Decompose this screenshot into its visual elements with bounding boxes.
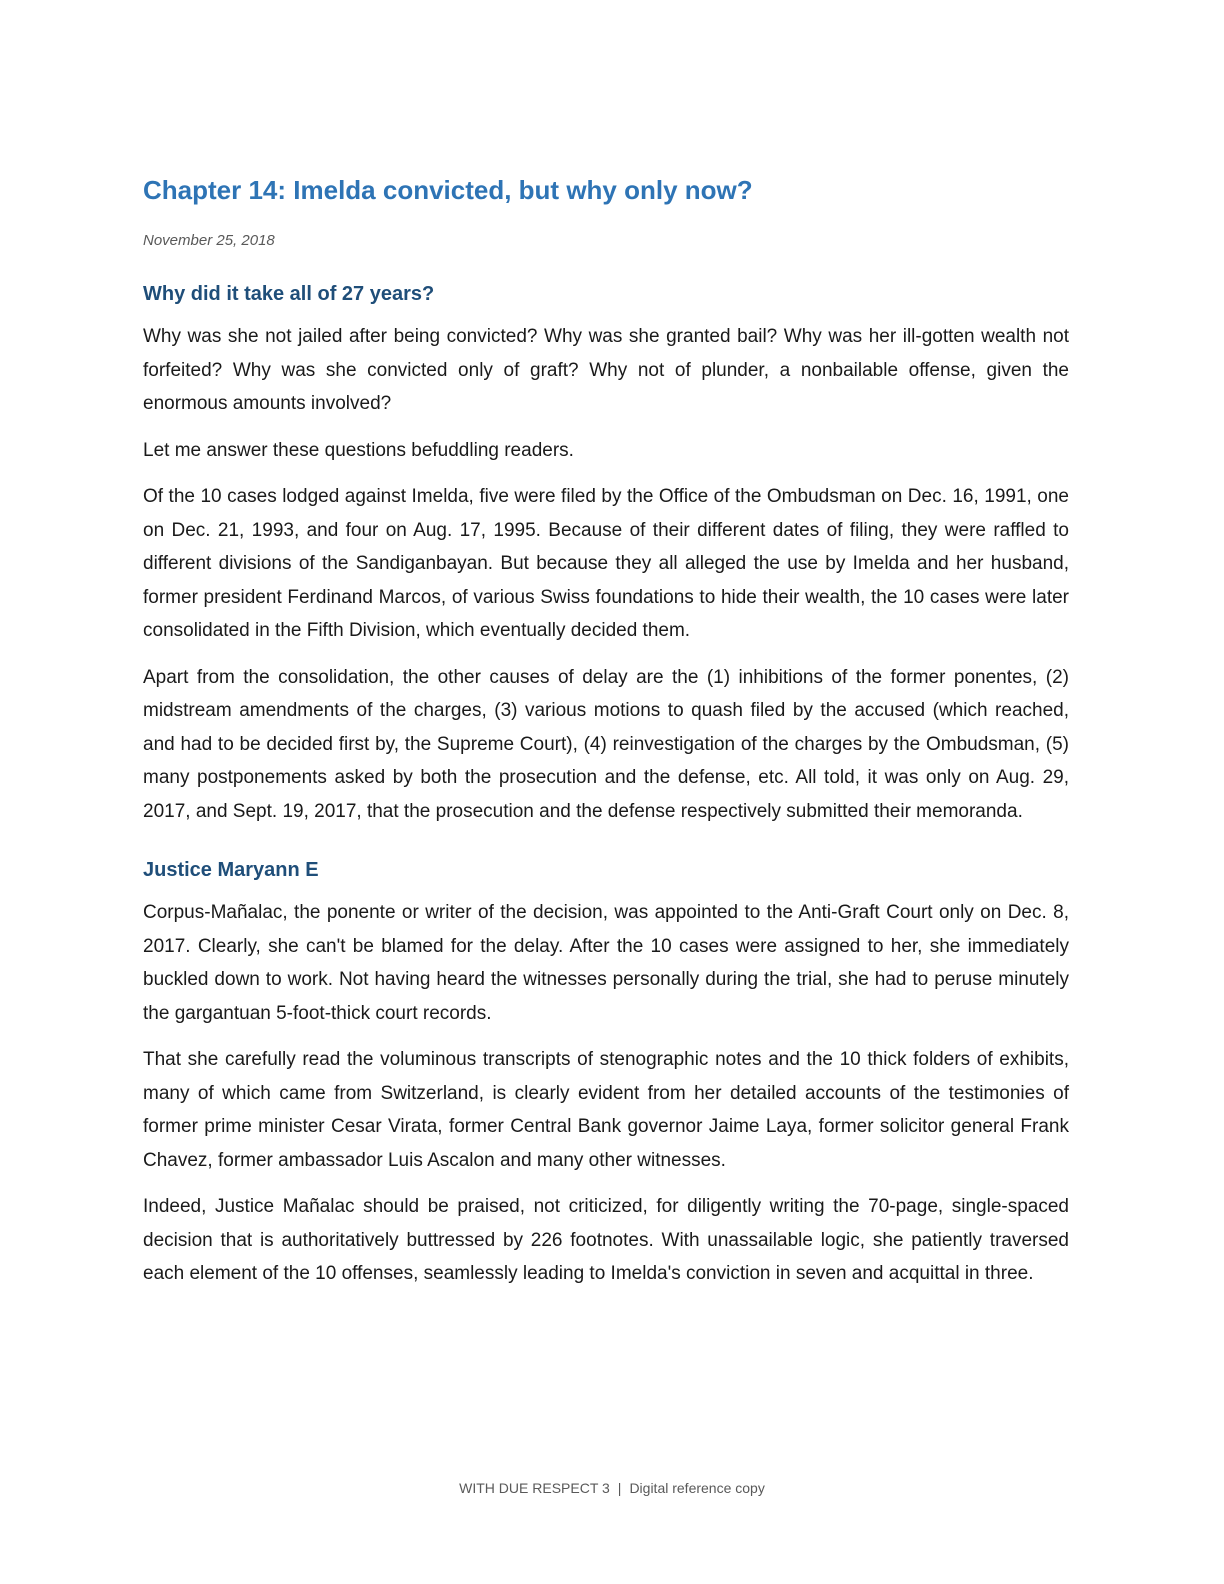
- page-footer: [0, 1478, 1224, 1498]
- body-paragraph: Let me answer these questions befuddling readers.: [143, 439, 574, 461]
- footer-book-title: WITH DUE RESPECT 3: [459, 1480, 610, 1496]
- footer-note: Digital reference copy: [629, 1480, 765, 1496]
- document-page: [143, 170, 1069, 1291]
- chapter-title: Chapter 14: Imelda convicted, but why only now?: [143, 175, 753, 205]
- publication-date: November 25, 2018: [143, 232, 275, 249]
- body-paragraph: Of the 10 cases lodged against Imelda, five were filed by the Office of the Ombudsman on Dec. 16, 1991, one on Dec. 21, 1993, and four on Aug. 17, 1995. Because of their different dates of filing, they were raffled to different divisions of the Sandiganbayan. But because they all alleged the use by Imelda and her husband, former president Ferdinand Marcos, of various Swiss foundations to hide their wealth, the 10 cases were later consolidated in the Fifth Division, which eventually decided them.: [143, 486, 1069, 641]
- body-paragraph: Apart from the consolidation, the other causes of delay are the (1) inhibitions of the former ponentes, (2) midstream amendments of the charges, (3) various motions to quash filed by the accused (which reached, and had to be decided first by, the Supreme Court), (4) reinvestigation of the charges by the Ombudsman, (5) many postponements asked by both the prosecution and the defense, etc. All told, it was only on Aug. 29, 2017, and Sept. 19, 2017, that the prosecution and the defense respectively submitted their memoranda.: [143, 666, 1069, 822]
- body-paragraph: Why was she not jailed after being convicted? Why was she granted bail? Why was her ill-gotten wealth not forfeited? Why was she convicted only of graft? Why not of plunder, a nonbailable offense, given the enormous amounts involved?: [143, 326, 1069, 414]
- section-heading: Justice Maryann E: [143, 859, 319, 881]
- body-paragraph: Indeed, Justice Mañalac should be praised, not criticized, for diligently writing the 70-page, single-spaced decision that is authoritatively buttressed by 226 footnotes. With unassailable logic, she patiently traversed each element of the 10 offenses, seamlessly leading to Imelda's conviction in seven and acquittal in three.: [143, 1196, 1069, 1284]
- body-paragraph: Corpus-Mañalac, the ponente or writer of the decision, was appointed to the Anti-Graft Court only on Dec. 8, 2017. Clearly, she can't be blamed for the delay. After the 10 cases were assigned to her, she immediately buckled down to work. Not having heard the witnesses personally during the trial, she had to peruse minutely the gargantuan 5-foot-thick court records.: [143, 902, 1069, 1024]
- footer-separator: |: [617, 1480, 622, 1496]
- body-paragraph: That she carefully read the voluminous transcripts of stenographic notes and the 10 thick folders of exhibits, many of which came from Switzerland, is clearly evident from her detailed accounts of the testimonies of former prime minister Cesar Virata, former Central Bank governor Jaime Laya, former solicitor general Frank Chavez, former ambassador Luis Ascalon and many other witnesses.: [143, 1049, 1069, 1171]
- section-heading: Why did it take all of 27 years?: [143, 283, 435, 305]
